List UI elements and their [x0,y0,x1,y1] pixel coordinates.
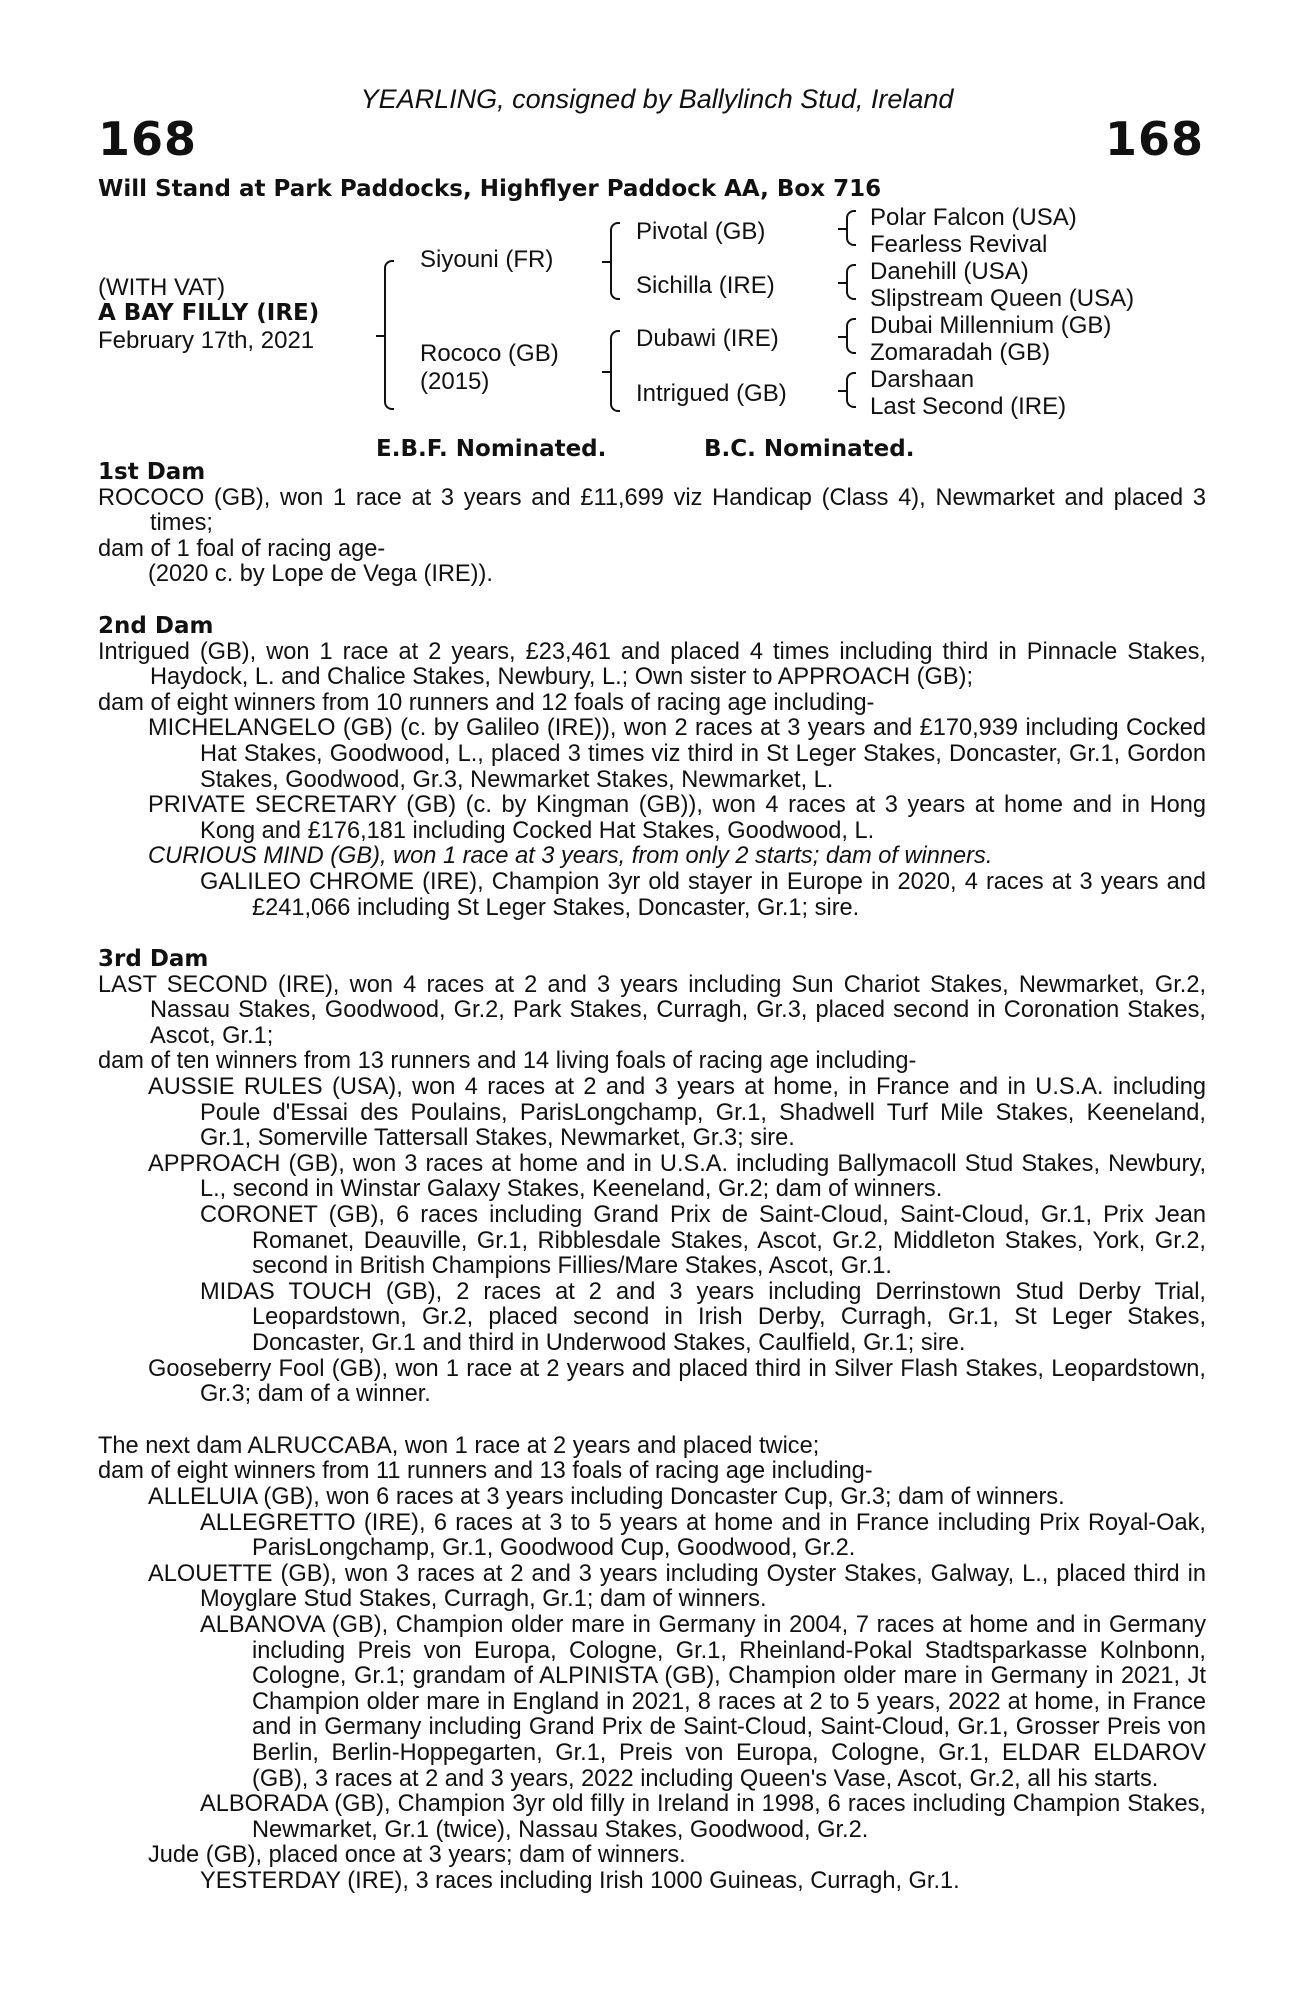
produce-entry: Gooseberry Fool (GB), won 1 race at 2 years and placed third in Silver Flash Stakes, Leopardstown, Gr.3; dam of a winner. [148,1355,1206,1408]
produce-entry: GALILEO CHROME (IRE), Champion 3yr old stayer in Europe in 2020, 4 races at 3 years and £241,066 including St Leger Stakes, Doncaster, Gr.1; sire. [200,868,1206,921]
ancestor-5: Dubai Millennium (GB) [870,312,1112,339]
ancestor-4: Slipstream Queen (USA) [870,285,1135,312]
horse-name: A BAY FILLY (IRE) [98,300,320,326]
vat-note: (WITH VAT) [98,274,226,301]
stand-location: Will Stand at Park Paddocks, Highflyer Paddock AA, Box 716 [98,176,882,202]
brace-g2 [846,264,856,300]
ancestor-3: Danehill (USA) [870,258,1029,285]
produce-entry: PRIVATE SECRETARY (GB) (c. by Kingman (GB)), won 4 races at 3 years at home and in Hong Kong and £176,181 including Cocked Hat Stakes, Goodwood, L. [148,792,1206,844]
brace-sire-dam [384,260,394,410]
ebf-nomination: E.B.F. Nominated. [376,436,607,462]
produce-entry: ALLEGRETTO (IRE), 6 races at 3 to 5 years at home and in France including Prix Royal-Oak, ParisLongchamp, Gr.1, Goodwood Cup, Goodwood, Gr.2. [200,1509,1206,1562]
lot-number-right: 168 [1104,112,1204,166]
brace-dam-parents [610,330,620,412]
second-dam-produce-summary: dam of eight winners from 10 runners and 12 foals of racing age including- [98,689,875,716]
sire: Siyouni (FR) [420,246,554,273]
ancestor-8: Last Second (IRE) [870,393,1067,420]
third-dam-produce-summary: dam of ten winners from 13 runners and 14 living foals of racing age including- [98,1048,917,1075]
dam-sire: Dubawi (IRE) [636,325,779,352]
dam-year: (2015) [420,368,490,395]
third-dam-record: LAST SECOND (IRE), won 4 races at 2 and 3 years including Sun Chariot Stakes, Newmarket, Gr.2, Nassau Stakes, Goodwood, Gr.2, Park Stakes, Curragh, Gr.3, placed second in Coronation Stakes, Ascot, Gr.1; [98,971,1206,1049]
second-dam-record: Intrigued (GB), won 1 race at 2 years, £23,461 and placed 4 times including third in Pinnacle Stakes, Haydock, L. and Chalice Stakes, Newbury, L.; Own sister to APPROACH (GB); [98,638,1206,691]
produce-entry: ALBANOVA (GB), Champion older mare in Germany in 2004, 7 races at home and in Germany including Preis von Europa, Cologne, Gr.1, Rheinland-Pokal Stadtsparkasse Kolnbonn, Cologne, Gr.1; grandam of ALPINISTA (GB), Champion older mare in Germany in 2021, Jt Champion older mare in England in 2021, 8 races at 2 to 5 years, 2022 at home, in France and in Germany including Grand Prix de Saint-Cloud, Saint-Cloud, Gr.1, Grosser Preis von Berlin, Berlin-Hoppegarten, Gr.1, Preis von Europa, Cologne, Gr.1, ELDAR ELDAROV (GB), 3 races at 2 and 3 years, 2022 including Queen's Vase, Ascot, Gr.2, all his starts. [200,1611,1206,1792]
ancestor-7: Darshaan [870,366,975,393]
foaling-date: February 17th, 2021 [98,327,315,354]
brace-g3 [846,318,856,354]
consignment-line: YEARLING, consigned by Ballylinch Stud, Ireland [360,84,954,114]
dam-dam: Intrigued (GB) [636,380,787,407]
first-dam-produce-summary: dam of 1 foal of racing age- [98,535,386,562]
produce-entry: YESTERDAY (IRE), 3 races including Irish 1000 Guineas, Curragh, Gr.1. [200,1867,960,1894]
bc-nomination: B.C. Nominated. [704,436,915,462]
produce-entry: MICHELANGELO (GB) (c. by Galileo (IRE)), won 2 races at 3 years and £170,939 including Cocked Hat Stakes, Goodwood, L., placed 3 times viz third in St Leger Stakes, Doncaster, Gr.1, Gordon Stakes, Goodwood, Gr.3, Newmarket Stakes, Newmarket, L. [148,715,1206,793]
brace-g1 [846,210,856,246]
next-dam-produce-summary: dam of eight winners from 11 runners and 13 foals of racing age including- [98,1458,873,1485]
brace-sire-parents [610,222,620,300]
first-dam-heading: 1st Dam [98,459,206,485]
produce-entry: Jude (GB), placed once at 3 years; dam of winners. [148,1842,686,1869]
next-dam-record: The next dam ALRUCCABA, won 1 race at 2 years and placed twice; [98,1432,820,1459]
produce-entry: CURIOUS MIND (GB), won 1 race at 3 years, from only 2 starts; dam of winners. [148,843,993,870]
first-dam-record: ROCOCO (GB), won 1 race at 3 years and £11,699 viz Handicap (Class 4), Newmarket and placed 3 times; [98,484,1206,537]
second-dam-heading: 2nd Dam [98,612,214,639]
produce-entry: ALOUETTE (GB), won 3 races at 2 and 3 years including Oyster Stakes, Galway, L., placed third in Moyglare Stud Stakes, Curragh, Gr.1; dam of winners. [148,1560,1206,1613]
ancestor-1: Polar Falcon (USA) [870,204,1077,231]
produce-entry: APPROACH (GB), won 3 races at home and in U.S.A. including Ballymacoll Stud Stakes, Newbury, L., second in Winstar Galaxy Stakes, Keeneland, Gr.2; dam of winners. [148,1150,1206,1203]
lot-number-left: 168 [98,112,198,166]
third-dam-heading: 3rd Dam [98,946,209,973]
first-dam-foal: (2020 c. by Lope de Vega (IRE)). [148,561,493,588]
produce-entry: MIDAS TOUCH (GB), 2 races at 2 and 3 years including Derrinstown Stud Derby Trial, Leopardstown, Gr.2, placed second in Irish Derby, Curragh, Gr.1, St Leger Stakes, Doncaster, Gr.1 and third in Underwood Stakes, Caulfield, Gr.1; sire. [200,1278,1206,1356]
sire-sire: Pivotal (GB) [636,218,766,245]
pedigree-notes [98,460,1206,1894]
ancestor-6: Zomaradah (GB) [870,339,1051,366]
produce-entry: AUSSIE RULES (USA), won 4 races at 2 and 3 years at home, in France and in U.S.A. including Poule d'Essai des Poulains, ParisLongchamp, Gr.1, Shadwell Turf Mile Stakes, Keeneland, Gr.1, Somerville Tattersall Stakes, Newmarket, Gr.3; sire. [148,1074,1206,1152]
produce-entry: ALLELUIA (GB), won 6 races at 3 years including Doncaster Cup, Gr.3; dam of winners. [148,1483,1065,1510]
produce-entry: ALBORADA (GB), Champion 3yr old filly in Ireland in 1998, 6 races including Champion Stakes, Newmarket, Gr.1 (twice), Nassau Stakes, Goodwood, Gr.2. [200,1791,1206,1843]
brace-g4 [846,372,856,408]
ancestor-2: Fearless Revival [870,231,1048,258]
sire-dam: Sichilla (IRE) [636,272,775,299]
dam: Rococo (GB) [420,340,559,367]
produce-entry: CORONET (GB), 6 races including Grand Prix de Saint-Cloud, Saint-Cloud, Gr.1, Prix Jean Romanet, Deauville, Gr.1, Ribblesdale Stakes, Ascot, Gr.2, Middleton Stakes, York, Gr.2, second in British Champions Fillies/Mare Stakes, Ascot, Gr.1. [200,1202,1206,1280]
